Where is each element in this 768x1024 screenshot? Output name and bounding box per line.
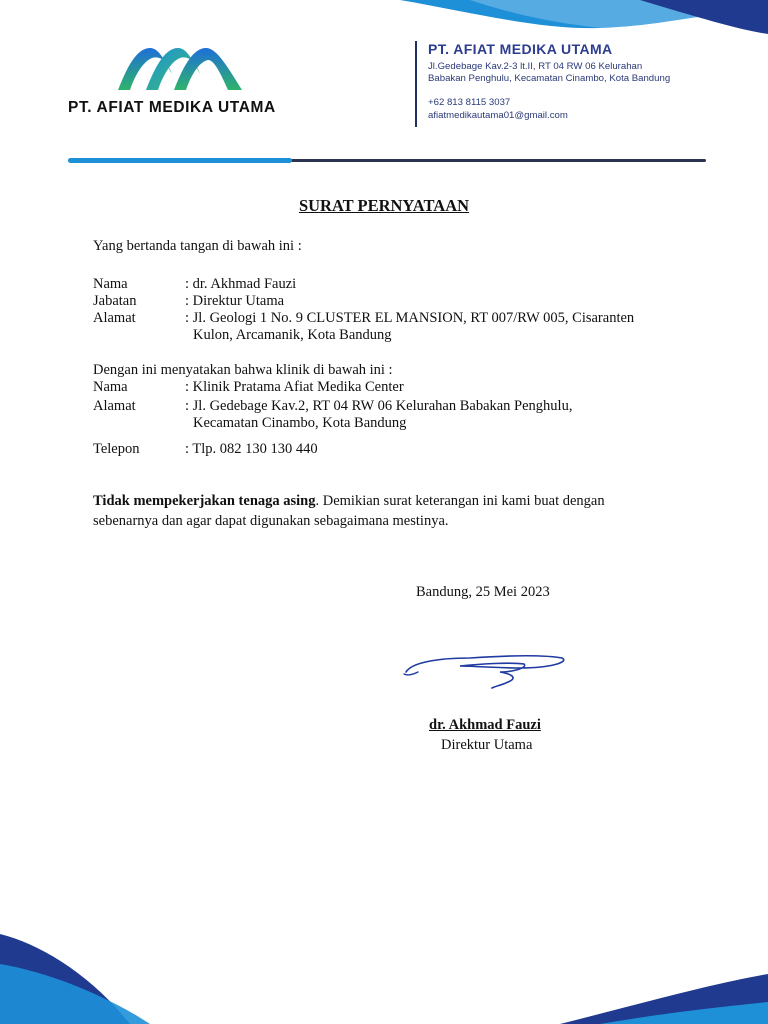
company-address xyxy=(428,61,670,85)
signatory-name-value: : dr. Akhmad Fauzi xyxy=(185,276,297,292)
company-address-line1: Jl.Gedebage Kav.2-3 lt.II, RT 04 RW 06 Kelurahan xyxy=(428,61,643,72)
letterhead-info xyxy=(415,41,670,127)
company-address-line2: Babakan Penghulu, Kecamatan Cinambo, Kota Bandung xyxy=(428,73,671,84)
signatory-position-label: Jabatan xyxy=(93,293,137,309)
signatory-address-line2: Kulon, Arcamanik, Kota Bandung xyxy=(193,327,392,343)
company-logo xyxy=(68,44,298,124)
header-divider-accent xyxy=(68,158,292,163)
document-title: SURAT PERNYATAAN xyxy=(298,196,470,215)
logo-company-name: PT. AFIAT MEDIKA UTAMA xyxy=(68,99,276,116)
logo-mountain-icon xyxy=(116,44,246,92)
company-phone: +62 813 8115 3037 xyxy=(428,97,511,108)
company-email: afiatmedikautama01@gmail.com xyxy=(428,110,568,121)
statement-rest: . Demikian surat keterangan ini kami buat dengan sebenarnya dan agar dapat digunakan sebagaimana mestinya. xyxy=(93,493,605,529)
signer-title: Direktur Utama xyxy=(441,737,533,753)
place-date: Bandung, 25 Mei 2023 xyxy=(416,584,550,600)
clinic-address-label: Alamat xyxy=(93,398,136,414)
clinic-phone-value: : Tlp. 082 130 130 440 xyxy=(185,441,318,457)
intro-text: Yang bertanda tangan di bawah ini : xyxy=(93,238,302,254)
signer-name: dr. Akhmad Fauzi xyxy=(429,717,541,733)
signatory-address-line1: : Jl. Geologi 1 No. 9 CLUSTER EL MANSION, RT 007/RW 005, Cisaranten xyxy=(185,310,635,326)
clinic-phone-label: Telepon xyxy=(93,441,140,457)
statement-paragraph xyxy=(93,491,673,531)
clinic-address-line2: Kecamatan Cinambo, Kota Bandung xyxy=(193,415,407,431)
handwritten-signature xyxy=(400,650,570,695)
signatory-position-value: : Direktur Utama xyxy=(185,293,285,309)
company-title: PT. AFIAT MEDIKA UTAMA xyxy=(428,41,613,57)
clinic-name-label: Nama xyxy=(93,379,128,395)
footer-wave-decoration xyxy=(0,914,768,1024)
clinic-name-value: : Klinik Pratama Afiat Medika Center xyxy=(185,379,404,395)
statement-intro: Dengan ini menyatakan bahwa klinik di bawah ini : xyxy=(93,362,393,378)
signatory-address-label: Alamat xyxy=(93,310,136,326)
clinic-address-line1: : Jl. Gedebage Kav.2, RT 04 RW 06 Kelurahan Babakan Penghulu, xyxy=(185,398,573,414)
signatory-name-label: Nama xyxy=(93,276,128,292)
statement-bold: Tidak mempekerjakan tenaga asing xyxy=(93,493,316,509)
